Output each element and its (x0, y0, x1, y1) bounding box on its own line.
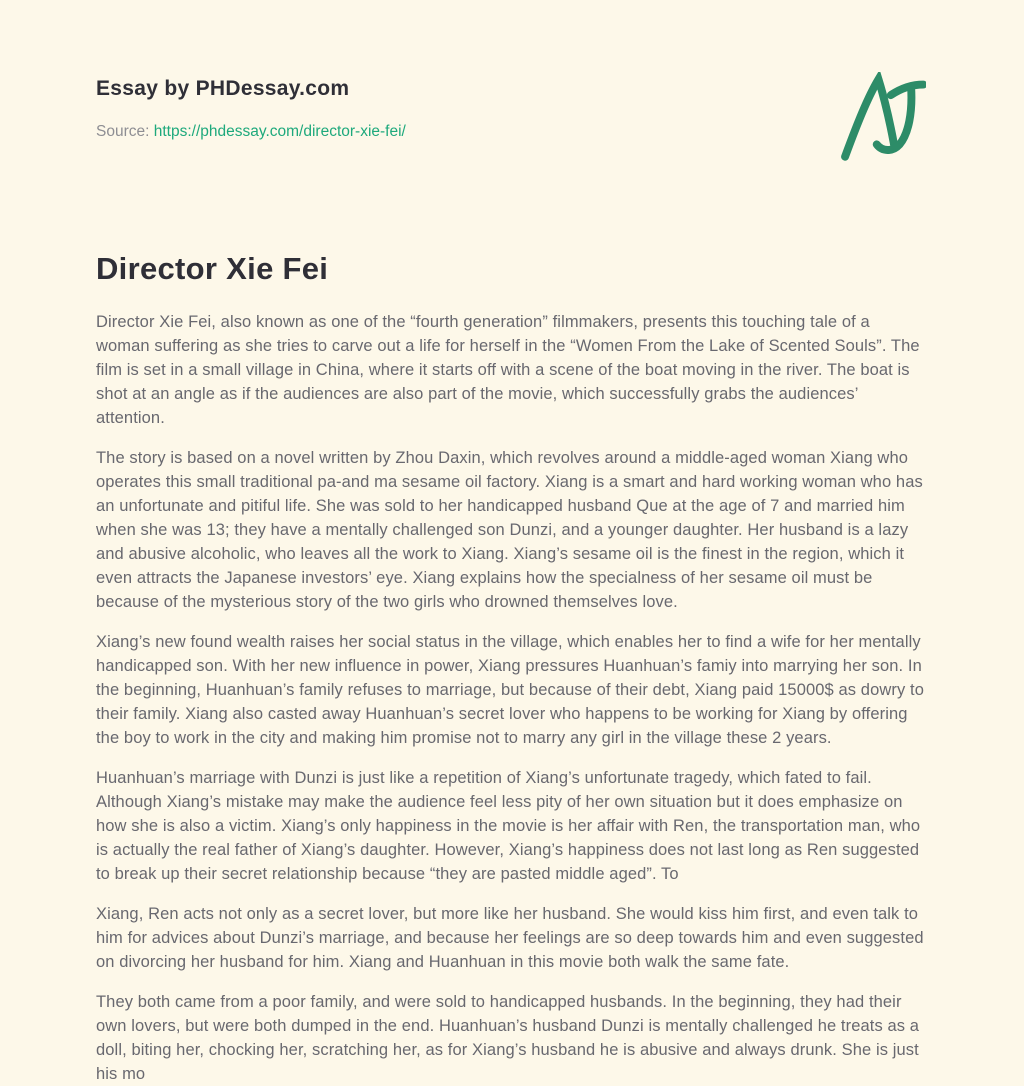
essay-paragraph: Xiang’s new found wealth raises her social status in the village, which enables her to find a wife for her mentally handicapped son. With her new influence in power, Xiang pressures Huanhuan’s famiy into marrying her son. In the beginning, Huanhuan’s family refuses to marriage, but because of their debt, Xiang paid 15000$ as dowry to their family. Xiang also casted away Huanhuan’s secret lover who happens to be working for Xiang by offering the boy to work in the city and making him promise not to marry any girl in the village these 2 years. (96, 633, 924, 747)
phdessay-logo (838, 72, 926, 164)
source-line (96, 122, 406, 142)
source-label: Source: (96, 123, 150, 140)
page-header (96, 76, 928, 164)
essay-byline: Essay by PHDessay.com (96, 77, 350, 100)
source-link[interactable]: https://phdessay.com/director-xie-fei/ (153, 123, 406, 140)
header-left (96, 76, 406, 142)
phdessay-logo-icon (838, 72, 926, 164)
essay-paragraph: Huanhuan’s marriage with Dunzi is just like a repetition of Xiang’s unfortunate tragedy, which fated to fail. Although Xiang’s mistake may make the audience feel less pity of her own situation but it does emphasize on how she is also a victim. Xiang’s only happiness in the movie is her affair with Ren, the transportation man, who is actually the real father of Xiang’s daughter. However, Xiang’s happiness does not last long as Ren suggested to break up their secret relationship because “they are pasted middle aged”. To (96, 769, 921, 883)
essay-paragraph: Director Xie Fei, also known as one of the “fourth generation” filmmakers, presents this touching tale of a woman suffering as she tries to carve out a life for herself in the “Women From the Lake of Scented Souls”. The film is set in a small village in China, where it starts off with a scene of the boat moving in the river. The boat is shot at an angle as if the audiences are also part of the movie, which successfully grabs the audiences’ attention. (96, 313, 920, 427)
essay-paragraph: Xiang, Ren acts not only as a secret lover, but more like her husband. She would kiss him first, and even talk to him for advices about Dunzi’s marriage, and because her feelings are so deep towards him and even suggested on divorcing her husband for him. Xiang and Huanhuan in this movie both walk the same fate. (96, 905, 924, 971)
essay-paragraph: The story is based on a novel written by Zhou Daxin, which revolves around a middle-aged woman Xiang who operates this small traditional pa-and ma sesame oil factory. Xiang is a smart and hard working woman who has an unfortunate and pitiful life. She was sold to her handicapped husband Que at the age of 7 and married him when she was 13; they have a mentally challenged son Dunzi, and a younger daughter. Her husband is a lazy and abusive alcoholic, who leaves all the work to Xiang. Xiang’s sesame oil is the finest in the region, which it even attracts the Japanese investors’ eye. Xiang explains how the specialness of her sesame oil must be because of the mysterious story of the two girls who drowned themselves love. (96, 449, 923, 611)
essay-title: Director Xie Fei (96, 251, 329, 286)
essay-body (96, 310, 928, 1086)
essay-paragraph: They both came from a poor family, and were sold to handicapped husbands. In the beginning, they had their own lovers, but were both dumped in the end. Huanhuan’s husband Dunzi is mentally challenged he treats as a doll, biting her, chocking her, scratching her, as for Xiang’s husband he is abusive and always drunk. She is just his mo (96, 993, 920, 1083)
